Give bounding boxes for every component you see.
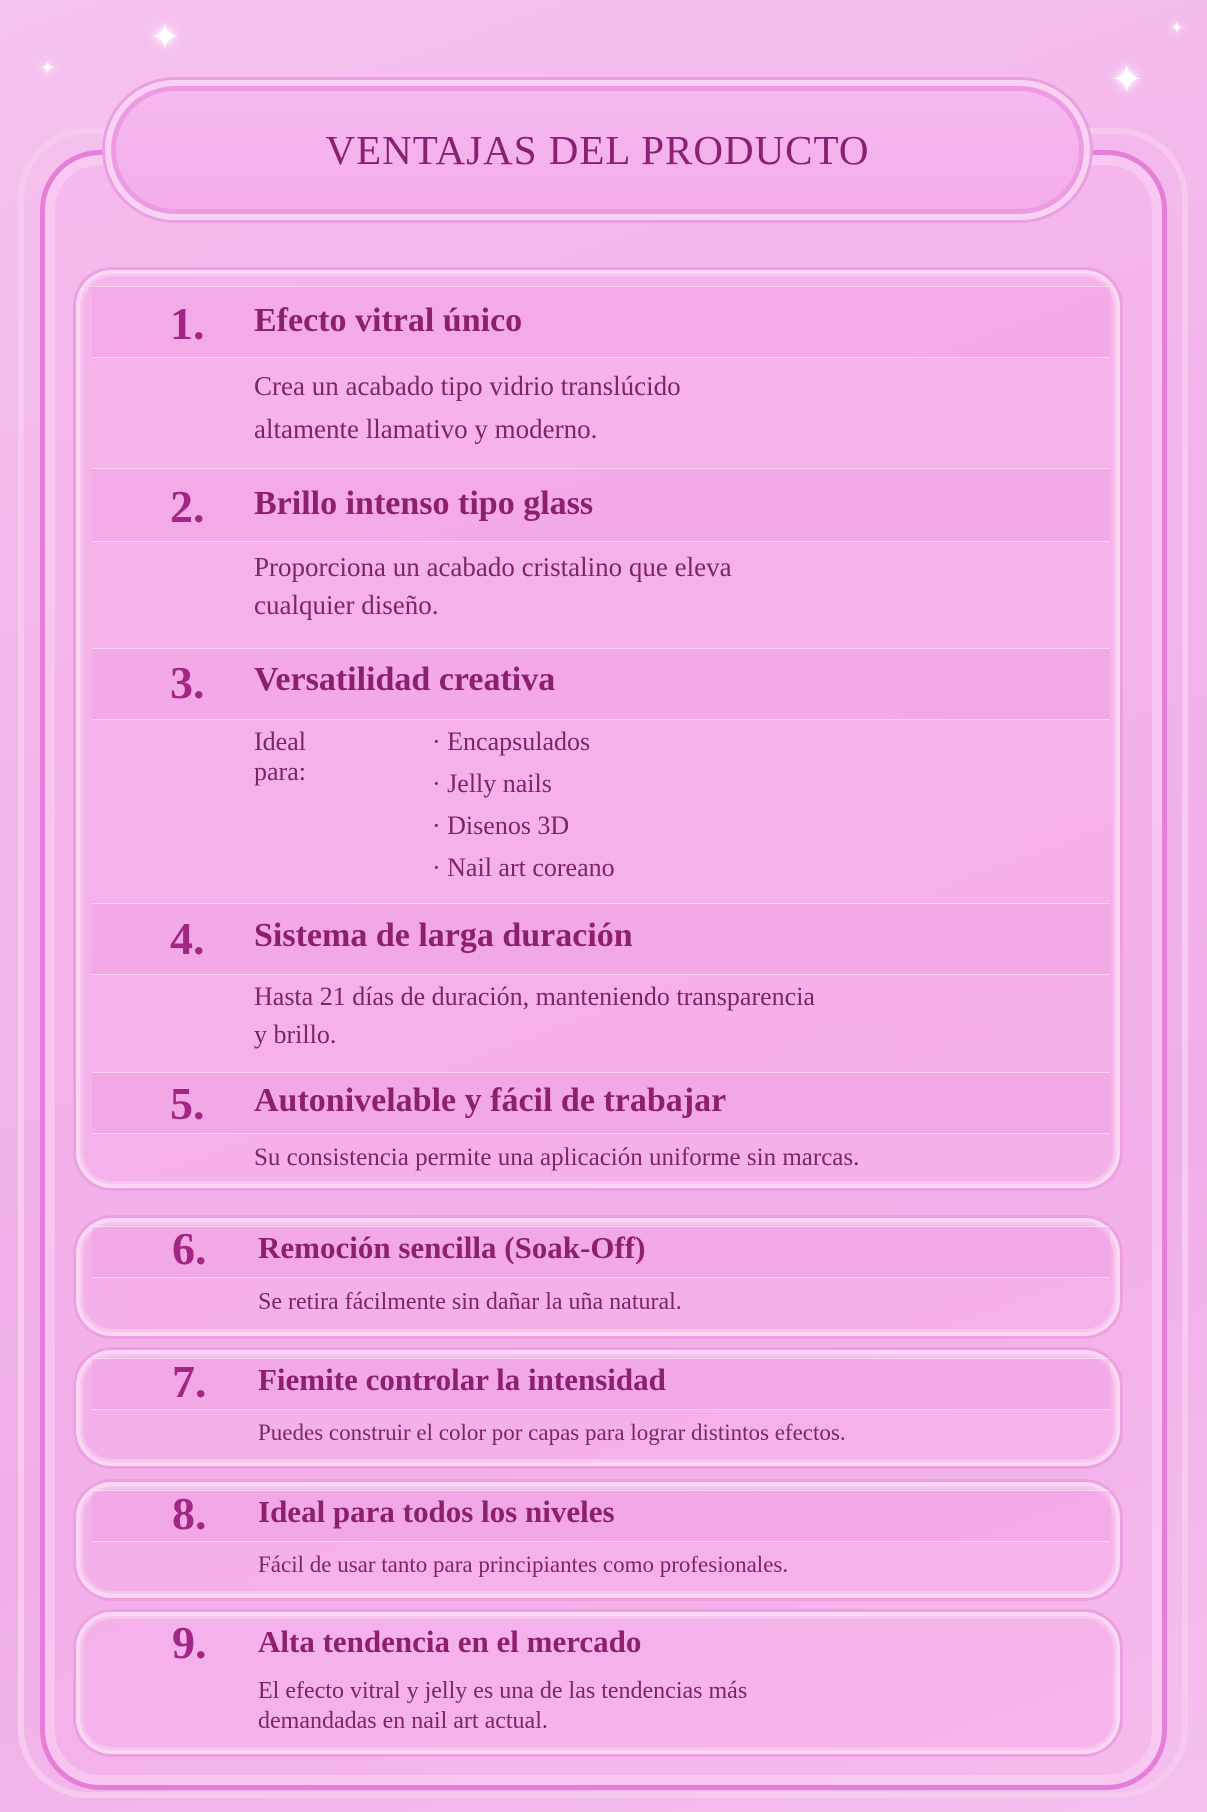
page-title: VENTAJAS DEL PRODUCTO (325, 127, 870, 173)
item-number: 3. (170, 657, 205, 708)
heading-band (92, 468, 1110, 542)
item-heading: Efecto vitral único (254, 302, 523, 339)
item-heading: Ideal para todos los niveles (258, 1494, 615, 1529)
sparkle-icon: ✦ (40, 58, 56, 79)
item-number: 6. (172, 1223, 207, 1274)
item-description: El efecto vitral y jelly es una de las tendencias más demandadas en nail art actual. (258, 1678, 748, 1734)
item-description: Proporciona un acabado cristalino que eleva cualquier diseño. (254, 552, 732, 620)
list-item: · Disenos 3D (432, 811, 570, 840)
item-number: 2. (170, 481, 205, 532)
list-item: · Nail art coreano (432, 853, 615, 882)
list-item: · Jelly nails (432, 769, 552, 798)
item-heading: Alta tendencia en el mercado (258, 1624, 642, 1659)
sparkle-icon: ✦ (150, 17, 181, 58)
ideal-for-label: Ideal para: (254, 727, 306, 786)
item-heading: Brillo intenso tipo glass (254, 485, 594, 522)
heading-band (92, 286, 1110, 358)
item-description: Puedes construir el color por capas para lograr distintos efectos. (258, 1420, 846, 1445)
item-description: Hasta 21 días de duración, manteniendo transparencia y brillo. (254, 982, 815, 1049)
item-heading: Fiemite controlar la intensidad (258, 1362, 666, 1397)
item-description: Fácil de usar tanto para principiantes como profesionales. (258, 1552, 789, 1577)
item-number: 4. (170, 913, 205, 964)
item-number: 9. (172, 1617, 207, 1668)
item-description: Su consistencia permite una aplicación uniforme sin marcas. (254, 1144, 860, 1171)
item-heading: Autonivelable y fácil de trabajar (254, 1082, 727, 1119)
sparkle-icon: ✦ (1170, 18, 1184, 37)
heading-band (92, 648, 1110, 720)
sparkle-icon: ✦ (1110, 57, 1144, 103)
item-number: 8. (172, 1488, 207, 1539)
item-description: Se retira fácilmente sin dañar la uña natural. (258, 1289, 682, 1315)
item-number: 5. (170, 1078, 205, 1129)
item-heading: Remoción sencilla (Soak-Off) (258, 1230, 646, 1265)
item-heading: Versatilidad creativa (254, 661, 556, 698)
item-heading: Sistema de larga duración (254, 917, 633, 954)
list-item: · Encapsulados (432, 727, 591, 756)
item-number: 1. (170, 298, 205, 349)
item-number: 7. (172, 1356, 207, 1407)
title-banner (105, 80, 1090, 220)
item-description: Crea un acabado tipo vidrio translúcido altamente llamativo y moderno. (254, 371, 681, 444)
